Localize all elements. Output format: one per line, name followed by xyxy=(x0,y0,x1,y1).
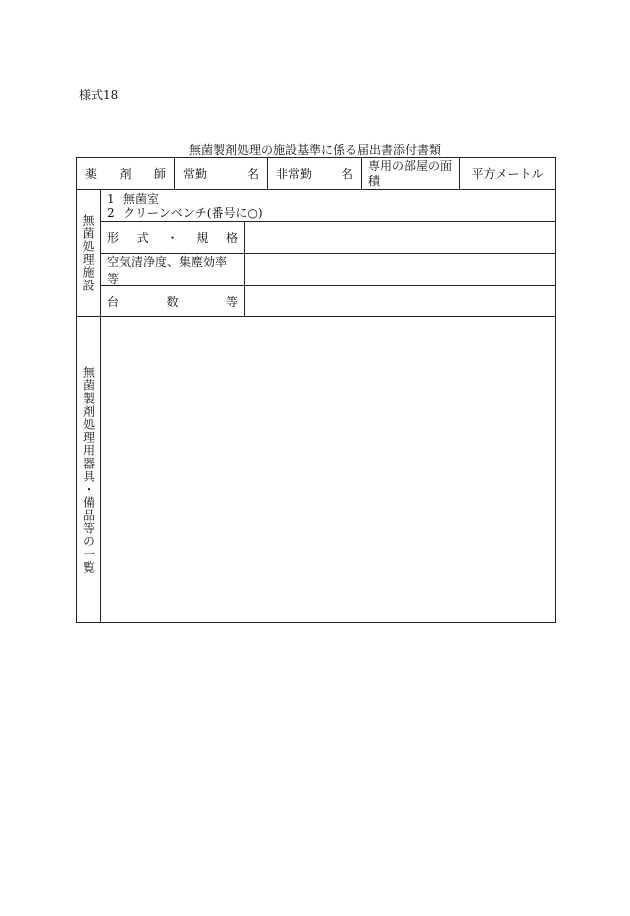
equipment-section-label: 無菌製剤処理用器具・備品等の一覧 xyxy=(77,317,101,622)
facility-type-options[interactable] xyxy=(101,190,555,222)
area-field[interactable] xyxy=(460,158,555,189)
model-spec-field[interactable] xyxy=(245,222,555,253)
form-number: 様式18 xyxy=(79,88,119,102)
type-option-clean-room[interactable]: 1 無菌室 xyxy=(107,192,160,206)
parttime-count-field[interactable]: 非常勤 名 xyxy=(268,158,362,189)
unit-count-row xyxy=(101,286,555,317)
unit-count-label: 台 数 等 xyxy=(101,286,245,317)
dedicated-room-label: 専用の部屋の面積 xyxy=(362,158,460,189)
fulltime-count-field[interactable]: 常勤 名 xyxy=(175,158,268,189)
equipment-list-field[interactable] xyxy=(101,317,555,622)
pharmacist-label: 薬 剤 師 xyxy=(77,158,175,189)
area-unit: 平方メートル xyxy=(471,167,544,181)
air-cleanliness-row xyxy=(101,254,555,286)
equipment-section xyxy=(77,317,555,622)
model-spec-label: 形 式 ・ 規 格 xyxy=(101,222,245,253)
unit-count-field[interactable] xyxy=(245,286,555,317)
model-spec-row xyxy=(101,222,555,254)
document-title: 無菌製剤処理の施設基準に係る届出書添付書類 xyxy=(188,143,441,157)
air-cleanliness-label: 空気清浄度、集塵効率等 xyxy=(101,254,245,285)
air-cleanliness-field[interactable] xyxy=(245,254,555,285)
facility-section-label: 無菌処理施設 xyxy=(77,190,101,316)
header-row xyxy=(77,158,555,190)
facility-section xyxy=(77,190,555,317)
type-option-clean-bench[interactable]: 2 クリーンベンチ(番号に○) xyxy=(107,206,263,220)
submission-table xyxy=(76,157,556,623)
